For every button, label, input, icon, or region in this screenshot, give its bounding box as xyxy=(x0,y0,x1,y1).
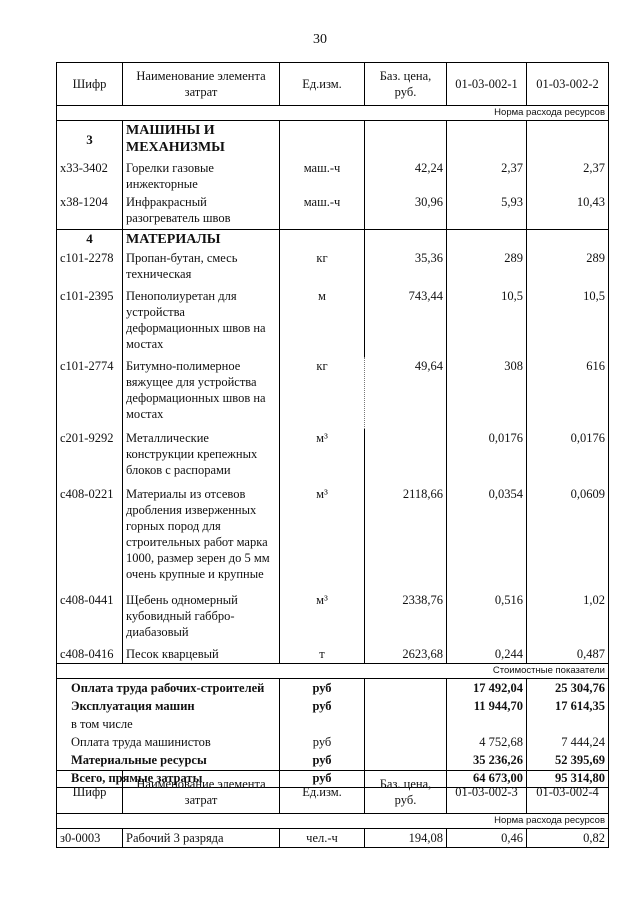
row-value-2: 0,0176 xyxy=(527,429,609,485)
summary-row xyxy=(57,715,609,733)
row-price: 30,96 xyxy=(365,193,447,230)
summary-unit: руб xyxy=(280,769,365,788)
row-code: с101-2774 xyxy=(57,357,123,429)
header-name: Наименование элемента затрат xyxy=(123,771,280,814)
page-number: 30 xyxy=(313,32,327,47)
cost-label-row xyxy=(57,664,609,679)
table-row xyxy=(57,591,609,645)
header-code: Шифр xyxy=(57,771,123,814)
summary-row xyxy=(57,679,609,698)
row-unit: м xyxy=(280,287,365,357)
row-code: с408-0416 xyxy=(57,645,123,664)
row-code: х33-3402 xyxy=(57,159,123,193)
header-col1: 01-03-002-3 xyxy=(447,771,527,814)
summary-value-1: 35 236,26 xyxy=(447,751,527,769)
row-price: 743,44 xyxy=(365,287,447,357)
header-unit: Ед.изм. xyxy=(280,63,365,106)
section-number: 4 xyxy=(57,230,123,250)
row-value-1: 289 xyxy=(447,249,527,287)
summary-unit: руб xyxy=(280,697,365,715)
row-value-1: 0,0176 xyxy=(447,429,527,485)
resource-table-2 xyxy=(56,770,609,848)
summary-row xyxy=(57,733,609,751)
norm-label: Норма расхода ресурсов xyxy=(57,106,609,121)
row-value-2: 616 xyxy=(527,357,609,429)
row-name: Материалы из отсевов дробления изверженных горных пород для строительных работ марка 1000, размер зерен до 5 мм очень крупные и крупные xyxy=(123,485,280,591)
summary-value-2: 17 614,35 xyxy=(527,697,609,715)
row-price: 194,08 xyxy=(365,829,447,848)
row-unit: чел.-ч xyxy=(280,829,365,848)
row-name: Пропан-бутан, смесь техническая xyxy=(123,249,280,287)
row-code: с408-0221 xyxy=(57,485,123,591)
row-value-1: 308 xyxy=(447,357,527,429)
row-code: з0-0003 xyxy=(57,829,123,848)
row-value-2: 10,5 xyxy=(527,287,609,357)
row-value-1: 0,244 xyxy=(447,645,527,664)
section-header-row xyxy=(57,230,609,250)
table-header-row xyxy=(57,771,609,814)
row-code: с201-9292 xyxy=(57,429,123,485)
row-code: х38-1204 xyxy=(57,193,123,230)
row-value-2: 1,02 xyxy=(527,591,609,645)
row-value-1: 0,516 xyxy=(447,591,527,645)
row-code: с101-2278 xyxy=(57,249,123,287)
summary-name: в том числе xyxy=(57,715,280,733)
table-row xyxy=(57,485,609,591)
header-col1: 01-03-002-1 xyxy=(447,63,527,106)
resource-table-1 xyxy=(56,62,609,788)
table-row xyxy=(57,287,609,357)
row-code: с408-0441 xyxy=(57,591,123,645)
table-row xyxy=(57,159,609,193)
summary-unit: руб xyxy=(280,751,365,769)
section-title: МАТЕРИАЛЫ xyxy=(123,230,280,250)
row-value-1: 0,0354 xyxy=(447,485,527,591)
row-name: Битумно-полимерное вяжущее для устройства деформационных швов на мостах xyxy=(123,357,280,429)
row-value-1: 0,46 xyxy=(447,829,527,848)
summary-name: Всего, прямые затраты xyxy=(57,769,280,788)
summary-name: Эксплуатация машин xyxy=(57,697,280,715)
norm-label-row xyxy=(57,106,609,121)
table-row xyxy=(57,357,609,429)
norm-label-row xyxy=(57,814,609,829)
table-row xyxy=(57,829,609,848)
summary-value-1: 64 673,00 xyxy=(447,769,527,788)
norm-label: Норма расхода ресурсов xyxy=(57,814,609,829)
row-value-2: 10,43 xyxy=(527,193,609,230)
table-row xyxy=(57,249,609,287)
row-price: 42,24 xyxy=(365,159,447,193)
row-value-2: 2,37 xyxy=(527,159,609,193)
row-unit: маш.-ч xyxy=(280,193,365,230)
table-row xyxy=(57,193,609,230)
row-name: Песок кварцевый xyxy=(123,645,280,664)
row-value-1: 2,37 xyxy=(447,159,527,193)
row-value-1: 10,5 xyxy=(447,287,527,357)
summary-row xyxy=(57,697,609,715)
summary-name: Оплата труда машинистов xyxy=(57,733,280,751)
summary-value-2: 52 395,69 xyxy=(527,751,609,769)
summary-unit: руб xyxy=(280,733,365,751)
row-name: Рабочий 3 разряда xyxy=(123,829,280,848)
section-number: 3 xyxy=(57,121,123,160)
header-code: Шифр xyxy=(57,63,123,106)
row-price: 49,64 xyxy=(414,359,443,373)
summary-value-1: 17 492,04 xyxy=(447,679,527,698)
row-name: Щебень одномерный кубовидный габбро-диабазовый xyxy=(123,591,280,645)
row-value-2: 289 xyxy=(527,249,609,287)
row-unit: маш.-ч xyxy=(280,159,365,193)
section-title: МАШИНЫ И МЕХАНИЗМЫ xyxy=(123,121,280,160)
summary-name: Оплата труда рабочих-строителей xyxy=(57,679,280,698)
row-value-2: 0,487 xyxy=(527,645,609,664)
table-row xyxy=(57,429,609,485)
header-col2: 01-03-002-4 xyxy=(527,771,609,814)
row-value-1: 5,93 xyxy=(447,193,527,230)
section-header-row xyxy=(57,121,609,160)
cost-label: Стоимостные показатели xyxy=(57,664,609,679)
row-name: Металлические конструкции крепежных блоков с распорами xyxy=(123,429,280,485)
row-name: Горелки газовые инжекторные xyxy=(123,159,280,193)
summary-name: Материальные ресурсы xyxy=(57,751,280,769)
summary-value-1: 4 752,68 xyxy=(447,733,527,751)
summary-unit: руб xyxy=(280,679,365,698)
row-unit: м³ xyxy=(280,485,365,591)
summary-value-1: 11 944,70 xyxy=(447,697,527,715)
header-name: Наименование элемента затрат xyxy=(123,63,280,106)
header-price: Баз. цена, руб. xyxy=(365,63,447,106)
summary-value-2: 95 314,80 xyxy=(527,769,609,788)
row-price: 2623,68 xyxy=(365,645,447,664)
row-price: 2338,76 xyxy=(365,591,447,645)
summary-value-2: 25 304,76 xyxy=(527,679,609,698)
header-unit: Ед.изм. xyxy=(280,771,365,814)
row-price: 2118,66 xyxy=(365,485,447,591)
row-price: 35,36 xyxy=(365,249,447,287)
header-col2: 01-03-002-2 xyxy=(527,63,609,106)
row-value-2: 0,82 xyxy=(527,829,609,848)
row-unit: м³ xyxy=(280,591,365,645)
row-unit: кг xyxy=(280,357,365,429)
row-value-2: 0,0609 xyxy=(527,485,609,591)
header-price: Баз. цена, руб. xyxy=(365,771,447,814)
row-unit: м³ xyxy=(280,429,365,485)
row-unit: кг xyxy=(280,249,365,287)
row-name: Инфракрасный разогреватель швов xyxy=(123,193,280,230)
table-header-row xyxy=(57,63,609,106)
summary-value-2: 7 444,24 xyxy=(527,733,609,751)
row-unit: т xyxy=(280,645,365,664)
row-name: Пенополиуретан для устройства деформационных швов на мостах xyxy=(123,287,280,357)
summary-row xyxy=(57,751,609,769)
table-row xyxy=(57,645,609,664)
row-price xyxy=(365,429,447,485)
row-code: с101-2395 xyxy=(57,287,123,357)
